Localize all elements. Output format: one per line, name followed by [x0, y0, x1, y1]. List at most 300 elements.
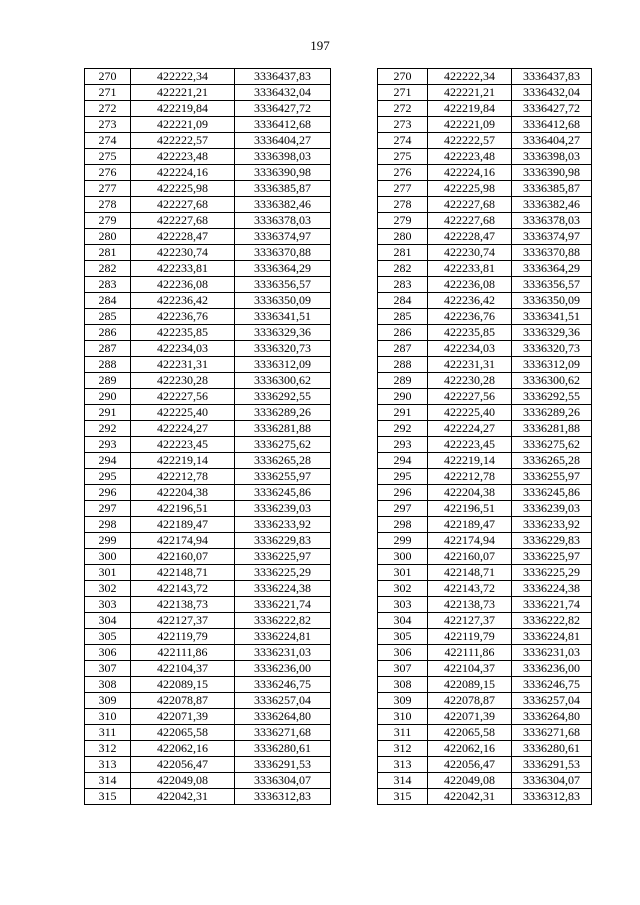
table-row [378, 133, 592, 149]
table-row [378, 629, 592, 645]
page-number: 197 [310, 38, 330, 53]
point-number-cell: 296 [85, 485, 131, 501]
point-number-cell: 280 [378, 229, 428, 245]
table-row [378, 389, 592, 405]
table-row [85, 293, 331, 309]
y-coordinate-cell: 3336304,07 [235, 773, 331, 789]
x-coordinate-cell: 422078,87 [428, 693, 512, 709]
x-coordinate-cell: 422065,58 [131, 725, 235, 741]
point-number-cell: 305 [85, 629, 131, 645]
x-coordinate-cell: 422127,37 [131, 613, 235, 629]
table-row [378, 277, 592, 293]
x-coordinate-cell: 422111,86 [131, 645, 235, 661]
y-coordinate-cell: 3336412,68 [235, 117, 331, 133]
x-coordinate-cell: 422148,71 [131, 565, 235, 581]
x-coordinate-cell: 422212,78 [131, 469, 235, 485]
point-number-cell: 298 [378, 517, 428, 533]
table-row [378, 693, 592, 709]
y-coordinate-cell: 3336257,04 [512, 693, 592, 709]
y-coordinate-cell: 3336245,86 [235, 485, 331, 501]
table-row [378, 181, 592, 197]
y-coordinate-cell: 3336312,09 [235, 357, 331, 373]
x-coordinate-cell: 422196,51 [131, 501, 235, 517]
point-number-cell: 286 [378, 325, 428, 341]
x-coordinate-cell: 422089,15 [428, 677, 512, 693]
y-coordinate-cell: 3336398,03 [235, 149, 331, 165]
y-coordinate-cell: 3336341,51 [512, 309, 592, 325]
x-coordinate-cell: 422234,03 [131, 341, 235, 357]
coordinates-table-right [377, 68, 592, 805]
table-row [378, 789, 592, 805]
table-row [378, 341, 592, 357]
point-number-cell: 290 [378, 389, 428, 405]
table-row [85, 165, 331, 181]
table-row [85, 725, 331, 741]
x-coordinate-cell: 422219,84 [428, 101, 512, 117]
x-coordinate-cell: 422224,16 [428, 165, 512, 181]
point-number-cell: 271 [378, 85, 428, 101]
x-coordinate-cell: 422071,39 [131, 709, 235, 725]
x-coordinate-cell: 422196,51 [428, 501, 512, 517]
table-row [85, 757, 331, 773]
point-number-cell: 312 [85, 741, 131, 757]
point-number-cell: 270 [85, 69, 131, 85]
y-coordinate-cell: 3336281,88 [235, 421, 331, 437]
table-row [378, 709, 592, 725]
y-coordinate-cell: 3336437,83 [235, 69, 331, 85]
x-coordinate-cell: 422236,42 [428, 293, 512, 309]
x-coordinate-cell: 422231,31 [131, 357, 235, 373]
point-number-cell: 285 [85, 309, 131, 325]
point-number-cell: 297 [85, 501, 131, 517]
x-coordinate-cell: 422049,08 [428, 773, 512, 789]
table-row [378, 293, 592, 309]
x-coordinate-cell: 422204,38 [131, 485, 235, 501]
table-row [378, 197, 592, 213]
table-row [85, 549, 331, 565]
point-number-cell: 304 [378, 613, 428, 629]
point-number-cell: 289 [378, 373, 428, 389]
x-coordinate-cell: 422212,78 [428, 469, 512, 485]
point-number-cell: 307 [378, 661, 428, 677]
point-number-cell: 313 [85, 757, 131, 773]
coordinates-table-left [84, 68, 331, 805]
y-coordinate-cell: 3336437,83 [512, 69, 592, 85]
x-coordinate-cell: 422223,48 [131, 149, 235, 165]
y-coordinate-cell: 3336239,03 [235, 501, 331, 517]
y-coordinate-cell: 3336264,80 [512, 709, 592, 725]
point-number-cell: 302 [85, 581, 131, 597]
y-coordinate-cell: 3336231,03 [235, 645, 331, 661]
x-coordinate-cell: 422049,08 [131, 773, 235, 789]
table-row [85, 229, 331, 245]
table-row [378, 453, 592, 469]
point-number-cell: 306 [85, 645, 131, 661]
point-number-cell: 291 [378, 405, 428, 421]
y-coordinate-cell: 3336291,53 [235, 757, 331, 773]
y-coordinate-cell: 3336275,62 [235, 437, 331, 453]
y-coordinate-cell: 3336382,46 [235, 197, 331, 213]
table-row [378, 469, 592, 485]
y-coordinate-cell: 3336329,36 [235, 325, 331, 341]
table-row [85, 693, 331, 709]
y-coordinate-cell: 3336264,80 [235, 709, 331, 725]
point-number-cell: 292 [378, 421, 428, 437]
y-coordinate-cell: 3336390,98 [235, 165, 331, 181]
table-row [85, 213, 331, 229]
point-number-cell: 309 [85, 693, 131, 709]
y-coordinate-cell: 3336233,92 [512, 517, 592, 533]
y-coordinate-cell: 3336289,26 [235, 405, 331, 421]
y-coordinate-cell: 3336404,27 [512, 133, 592, 149]
table-row [85, 117, 331, 133]
x-coordinate-cell: 422219,84 [131, 101, 235, 117]
x-coordinate-cell: 422233,81 [428, 261, 512, 277]
y-coordinate-cell: 3336404,27 [235, 133, 331, 149]
y-coordinate-cell: 3336390,98 [512, 165, 592, 181]
y-coordinate-cell: 3336374,97 [235, 229, 331, 245]
x-coordinate-cell: 422160,07 [428, 549, 512, 565]
y-coordinate-cell: 3336224,81 [235, 629, 331, 645]
table-row [378, 229, 592, 245]
table-row [378, 581, 592, 597]
point-number-cell: 288 [378, 357, 428, 373]
y-coordinate-cell: 3336233,92 [235, 517, 331, 533]
table-row [378, 597, 592, 613]
point-number-cell: 294 [378, 453, 428, 469]
table-row [378, 437, 592, 453]
x-coordinate-cell: 422224,27 [428, 421, 512, 437]
table-row [85, 741, 331, 757]
x-coordinate-cell: 422233,81 [131, 261, 235, 277]
table-row [85, 517, 331, 533]
point-number-cell: 306 [378, 645, 428, 661]
point-number-cell: 281 [378, 245, 428, 261]
y-coordinate-cell: 3336356,57 [512, 277, 592, 293]
y-coordinate-cell: 3336281,88 [512, 421, 592, 437]
x-coordinate-cell: 422223,45 [131, 437, 235, 453]
table-row [85, 149, 331, 165]
table-row [85, 469, 331, 485]
y-coordinate-cell: 3336255,97 [512, 469, 592, 485]
point-number-cell: 314 [378, 773, 428, 789]
y-coordinate-cell: 3336236,00 [235, 661, 331, 677]
y-coordinate-cell: 3336221,74 [512, 597, 592, 613]
table-row [378, 533, 592, 549]
y-coordinate-cell: 3336385,87 [512, 181, 592, 197]
point-number-cell: 274 [378, 133, 428, 149]
x-coordinate-cell: 422189,47 [131, 517, 235, 533]
y-coordinate-cell: 3336239,03 [512, 501, 592, 517]
point-number-cell: 281 [85, 245, 131, 261]
table-row [378, 165, 592, 181]
point-number-cell: 286 [85, 325, 131, 341]
table-row [378, 357, 592, 373]
y-coordinate-cell: 3336378,03 [512, 213, 592, 229]
y-coordinate-cell: 3336255,97 [235, 469, 331, 485]
table-row [85, 101, 331, 117]
point-number-cell: 277 [85, 181, 131, 197]
point-number-cell: 295 [85, 469, 131, 485]
point-number-cell: 277 [378, 181, 428, 197]
x-coordinate-cell: 422227,68 [131, 213, 235, 229]
y-coordinate-cell: 3336225,29 [512, 565, 592, 581]
x-coordinate-cell: 422221,09 [428, 117, 512, 133]
point-number-cell: 290 [85, 389, 131, 405]
x-coordinate-cell: 422223,45 [428, 437, 512, 453]
table-row [85, 581, 331, 597]
point-number-cell: 300 [85, 549, 131, 565]
table-row [85, 181, 331, 197]
point-number-cell: 282 [85, 261, 131, 277]
x-coordinate-cell: 422127,37 [428, 613, 512, 629]
point-number-cell: 298 [85, 517, 131, 533]
x-coordinate-cell: 422225,98 [428, 181, 512, 197]
point-number-cell: 280 [85, 229, 131, 245]
x-coordinate-cell: 422222,57 [131, 133, 235, 149]
x-coordinate-cell: 422228,47 [428, 229, 512, 245]
point-number-cell: 278 [378, 197, 428, 213]
x-coordinate-cell: 422062,16 [131, 741, 235, 757]
x-coordinate-cell: 422222,34 [428, 69, 512, 85]
table-row [85, 533, 331, 549]
x-coordinate-cell: 422056,47 [131, 757, 235, 773]
point-number-cell: 308 [85, 677, 131, 693]
point-number-cell: 272 [85, 101, 131, 117]
y-coordinate-cell: 3336300,62 [235, 373, 331, 389]
point-number-cell: 292 [85, 421, 131, 437]
point-number-cell: 289 [85, 373, 131, 389]
table-row [85, 789, 331, 805]
point-number-cell: 312 [378, 741, 428, 757]
point-number-cell: 278 [85, 197, 131, 213]
x-coordinate-cell: 422236,76 [131, 309, 235, 325]
table-row [378, 677, 592, 693]
point-number-cell: 301 [378, 565, 428, 581]
point-number-cell: 271 [85, 85, 131, 101]
x-coordinate-cell: 422225,40 [428, 405, 512, 421]
x-coordinate-cell: 422119,79 [428, 629, 512, 645]
y-coordinate-cell: 3336356,57 [235, 277, 331, 293]
table-row [378, 325, 592, 341]
y-coordinate-cell: 3336385,87 [235, 181, 331, 197]
y-coordinate-cell: 3336320,73 [512, 341, 592, 357]
point-number-cell: 315 [378, 789, 428, 805]
y-coordinate-cell: 3336224,38 [235, 581, 331, 597]
x-coordinate-cell: 422148,71 [428, 565, 512, 581]
table-row [85, 629, 331, 645]
point-number-cell: 303 [85, 597, 131, 613]
table-row [85, 773, 331, 789]
y-coordinate-cell: 3336398,03 [512, 149, 592, 165]
x-coordinate-cell: 422225,98 [131, 181, 235, 197]
x-coordinate-cell: 422160,07 [131, 549, 235, 565]
x-coordinate-cell: 422065,58 [428, 725, 512, 741]
y-coordinate-cell: 3336245,86 [512, 485, 592, 501]
table-row [85, 645, 331, 661]
y-coordinate-cell: 3336364,29 [512, 261, 592, 277]
x-coordinate-cell: 422227,68 [428, 197, 512, 213]
point-number-cell: 276 [378, 165, 428, 181]
point-number-cell: 297 [378, 501, 428, 517]
point-number-cell: 304 [85, 613, 131, 629]
x-coordinate-cell: 422042,31 [428, 789, 512, 805]
point-number-cell: 311 [85, 725, 131, 741]
table-row [85, 197, 331, 213]
table-row [378, 501, 592, 517]
table-row [378, 725, 592, 741]
x-coordinate-cell: 422222,34 [131, 69, 235, 85]
table-row [85, 453, 331, 469]
point-number-cell: 273 [378, 117, 428, 133]
table-row [378, 85, 592, 101]
point-number-cell: 275 [85, 149, 131, 165]
table-row [85, 613, 331, 629]
y-coordinate-cell: 3336224,81 [512, 629, 592, 645]
table-row [85, 437, 331, 453]
y-coordinate-cell: 3336370,88 [235, 245, 331, 261]
table-row [378, 773, 592, 789]
table-row [85, 341, 331, 357]
point-number-cell: 274 [85, 133, 131, 149]
x-coordinate-cell: 422230,28 [428, 373, 512, 389]
y-coordinate-cell: 3336341,51 [235, 309, 331, 325]
y-coordinate-cell: 3336312,09 [512, 357, 592, 373]
y-coordinate-cell: 3336221,74 [235, 597, 331, 613]
table-row [85, 69, 331, 85]
point-number-cell: 296 [378, 485, 428, 501]
table-row [378, 661, 592, 677]
y-coordinate-cell: 3336236,00 [512, 661, 592, 677]
point-number-cell: 285 [378, 309, 428, 325]
table-row [85, 133, 331, 149]
table-row [378, 117, 592, 133]
table-row [85, 309, 331, 325]
table-row [85, 597, 331, 613]
point-number-cell: 299 [85, 533, 131, 549]
x-coordinate-cell: 422138,73 [428, 597, 512, 613]
y-coordinate-cell: 3336222,82 [235, 613, 331, 629]
y-coordinate-cell: 3336291,53 [512, 757, 592, 773]
x-coordinate-cell: 422223,48 [428, 149, 512, 165]
x-coordinate-cell: 422089,15 [131, 677, 235, 693]
point-number-cell: 309 [378, 693, 428, 709]
table-row [85, 485, 331, 501]
table-row [85, 709, 331, 725]
x-coordinate-cell: 422235,85 [131, 325, 235, 341]
y-coordinate-cell: 3336350,09 [512, 293, 592, 309]
y-coordinate-cell: 3336320,73 [235, 341, 331, 357]
table-row [85, 501, 331, 517]
x-coordinate-cell: 422222,57 [428, 133, 512, 149]
point-number-cell: 303 [378, 597, 428, 613]
x-coordinate-cell: 422227,68 [131, 197, 235, 213]
y-coordinate-cell: 3336304,07 [512, 773, 592, 789]
y-coordinate-cell: 3336265,28 [235, 453, 331, 469]
point-number-cell: 282 [378, 261, 428, 277]
point-number-cell: 283 [378, 277, 428, 293]
x-coordinate-cell: 422119,79 [131, 629, 235, 645]
point-number-cell: 294 [85, 453, 131, 469]
y-coordinate-cell: 3336378,03 [235, 213, 331, 229]
table-row [85, 261, 331, 277]
table-row [378, 309, 592, 325]
table-row [85, 245, 331, 261]
table-row [85, 661, 331, 677]
table-row [378, 101, 592, 117]
y-coordinate-cell: 3336246,75 [512, 677, 592, 693]
x-coordinate-cell: 422174,94 [131, 533, 235, 549]
x-coordinate-cell: 422138,73 [131, 597, 235, 613]
x-coordinate-cell: 422104,37 [131, 661, 235, 677]
y-coordinate-cell: 3336427,72 [512, 101, 592, 117]
y-coordinate-cell: 3336225,97 [512, 549, 592, 565]
x-coordinate-cell: 422104,37 [428, 661, 512, 677]
point-number-cell: 313 [378, 757, 428, 773]
table-row [378, 485, 592, 501]
y-coordinate-cell: 3336312,83 [235, 789, 331, 805]
table-row [378, 213, 592, 229]
y-coordinate-cell: 3336271,68 [235, 725, 331, 741]
point-number-cell: 293 [85, 437, 131, 453]
point-number-cell: 283 [85, 277, 131, 293]
x-coordinate-cell: 422071,39 [428, 709, 512, 725]
y-coordinate-cell: 3336229,83 [235, 533, 331, 549]
table-row [378, 645, 592, 661]
y-coordinate-cell: 3336382,46 [512, 197, 592, 213]
x-coordinate-cell: 422221,09 [131, 117, 235, 133]
x-coordinate-cell: 422221,21 [428, 85, 512, 101]
y-coordinate-cell: 3336329,36 [512, 325, 592, 341]
x-coordinate-cell: 422236,42 [131, 293, 235, 309]
point-number-cell: 310 [378, 709, 428, 725]
table-row [85, 405, 331, 421]
x-coordinate-cell: 422224,27 [131, 421, 235, 437]
x-coordinate-cell: 422227,56 [131, 389, 235, 405]
point-number-cell: 301 [85, 565, 131, 581]
y-coordinate-cell: 3336275,62 [512, 437, 592, 453]
y-coordinate-cell: 3336222,82 [512, 613, 592, 629]
x-coordinate-cell: 422143,72 [428, 581, 512, 597]
y-coordinate-cell: 3336412,68 [512, 117, 592, 133]
y-coordinate-cell: 3336231,03 [512, 645, 592, 661]
x-coordinate-cell: 422227,56 [428, 389, 512, 405]
point-number-cell: 287 [378, 341, 428, 357]
table-row [378, 69, 592, 85]
point-number-cell: 291 [85, 405, 131, 421]
y-coordinate-cell: 3336257,04 [235, 693, 331, 709]
x-coordinate-cell: 422221,21 [131, 85, 235, 101]
table-row [85, 565, 331, 581]
y-coordinate-cell: 3336292,55 [235, 389, 331, 405]
table-row [378, 517, 592, 533]
point-number-cell: 276 [85, 165, 131, 181]
y-coordinate-cell: 3336265,28 [512, 453, 592, 469]
x-coordinate-cell: 422204,38 [428, 485, 512, 501]
x-coordinate-cell: 422042,31 [131, 789, 235, 805]
table-row [85, 85, 331, 101]
y-coordinate-cell: 3336229,83 [512, 533, 592, 549]
x-coordinate-cell: 422062,16 [428, 741, 512, 757]
y-coordinate-cell: 3336289,26 [512, 405, 592, 421]
y-coordinate-cell: 3336312,83 [512, 789, 592, 805]
point-number-cell: 284 [85, 293, 131, 309]
point-number-cell: 307 [85, 661, 131, 677]
point-number-cell: 311 [378, 725, 428, 741]
point-number-cell: 279 [378, 213, 428, 229]
x-coordinate-cell: 422224,16 [131, 165, 235, 181]
y-coordinate-cell: 3336280,61 [235, 741, 331, 757]
